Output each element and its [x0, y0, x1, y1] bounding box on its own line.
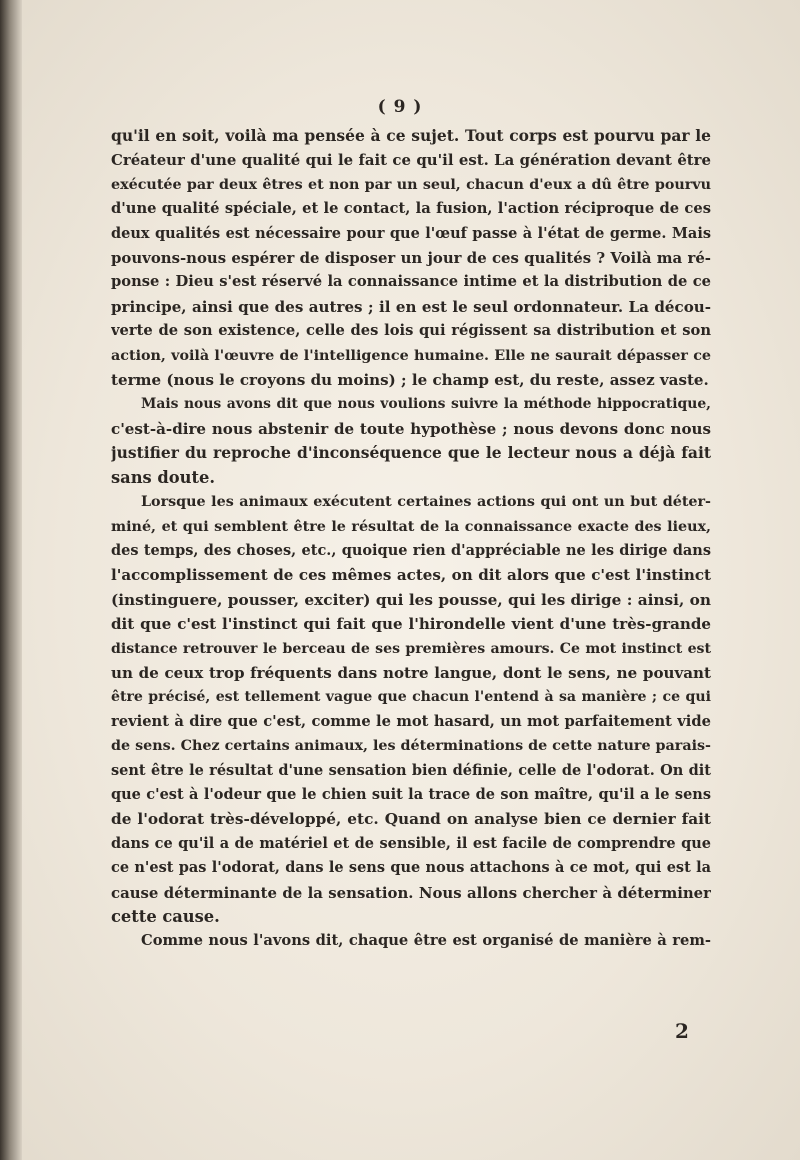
text-line: qu'il en soit, voilà ma pensée à ce sujet. Tout corps est pourvu par le	[111, 126, 711, 145]
text-line: principe, ainsi que des autres ; il en est le seul ordonnateur. La décou-	[111, 297, 711, 316]
text-line: être précisé, est tellement vague que chacun l'entend à sa manière ; ce qui	[111, 689, 711, 706]
text-line: un de ceux trop fréquents dans notre langue, dont le sens, ne pouvant	[111, 663, 711, 682]
text-line: Mais nous avons dit que nous voulions suivre la méthode hippocratique,	[141, 396, 711, 413]
text-line: miné, et qui semblent être le résultat de la connaissance exacte des lieux,	[111, 518, 711, 535]
text-line: sent être le résultat d'une sensation bien définie, celle de l'odorat. On dit	[111, 761, 711, 779]
text-line: l'accomplissement de ces mêmes actes, on dit alors que c'est l'instinct	[111, 566, 711, 585]
text-line: Lorsque les animaux exécutent certaines actions qui ont un but déter-	[141, 494, 711, 511]
text-line: d'une qualité spéciale, et le contact, la fusion, l'action réciproque de ces	[111, 200, 711, 218]
text-line: que c'est à l'odeur que le chien suit la trace de son maître, qu'il a le sens	[111, 785, 711, 803]
text-line: Comme nous l'avons dit, chaque être est organisé de manière à rem-	[141, 932, 711, 950]
text-line: exécutée par deux êtres et non par un seul, chacun d'eux a dû être pourvu	[111, 176, 711, 193]
text-line: justifier du reproche d'inconséquence que le lecteur nous a déjà fait	[111, 443, 711, 463]
text-line: dit que c'est l'instinct qui fait que l'hirondelle vient d'une très-grande	[111, 615, 711, 634]
text-line: (instinguere, pousser, exciter) qui les pousse, qui les dirige : ainsi, on	[111, 590, 711, 609]
text-line: deux qualités est nécessaire pour que l'œuf passe à l'état de germe. Mais	[111, 224, 711, 242]
text-line: c'est-à-dire nous abstenir de toute hypothèse ; nous devons donc nous	[111, 419, 711, 438]
text-line: action, voilà l'œuvre de l'intelligence humaine. Elle ne saurait dépasser ce	[111, 347, 711, 364]
text-line: dans ce qu'il a de matériel et de sensible, il est facile de comprendre que	[111, 834, 711, 852]
page-number: ( 9 )	[377, 97, 423, 117]
text-line: terme (nous le croyons du moins) ; le champ est, du reste, assez vaste.	[111, 371, 709, 390]
text-line: Créateur d'une qualité qui le fait ce qu'il est. La génération devant être	[111, 151, 711, 170]
text-line: cause déterminante de la sensation. Nous allons chercher à déterminer	[111, 883, 711, 902]
body-text	[111, 124, 711, 954]
signature-mark: 2	[675, 1019, 689, 1043]
binding-edge	[0, 0, 22, 1160]
text-line: ponse : Dieu s'est réservé la connaissance intime et la distribution de ce	[111, 273, 711, 291]
text-line: revient à dire que c'est, comme le mot hasard, un mot parfaitement vide	[111, 712, 711, 730]
text-line: pouvons-nous espérer de disposer un jour de ces qualités ? Voilà ma ré-	[111, 249, 711, 268]
text-line: de sens. Chez certains animaux, les déterminations de cette nature parais-	[111, 738, 711, 755]
text-line: sans doute.	[111, 467, 216, 487]
text-line: cette cause.	[111, 907, 220, 926]
text-line: des temps, des choses, etc., quoique rien d'appréciable ne les dirige dans	[111, 541, 711, 559]
text-line: verte de son existence, celle des lois qui régissent sa distribution et son	[111, 322, 711, 340]
text-line: de l'odorat très-développé, etc. Quand on analyse bien ce dernier fait	[111, 810, 711, 829]
text-line: distance retrouver le berceau de ses premières amours. Ce mot instinct est	[111, 640, 711, 657]
text-line: ce n'est pas l'odorat, dans le sens que nous attachons à ce mot, qui est la	[111, 859, 711, 877]
